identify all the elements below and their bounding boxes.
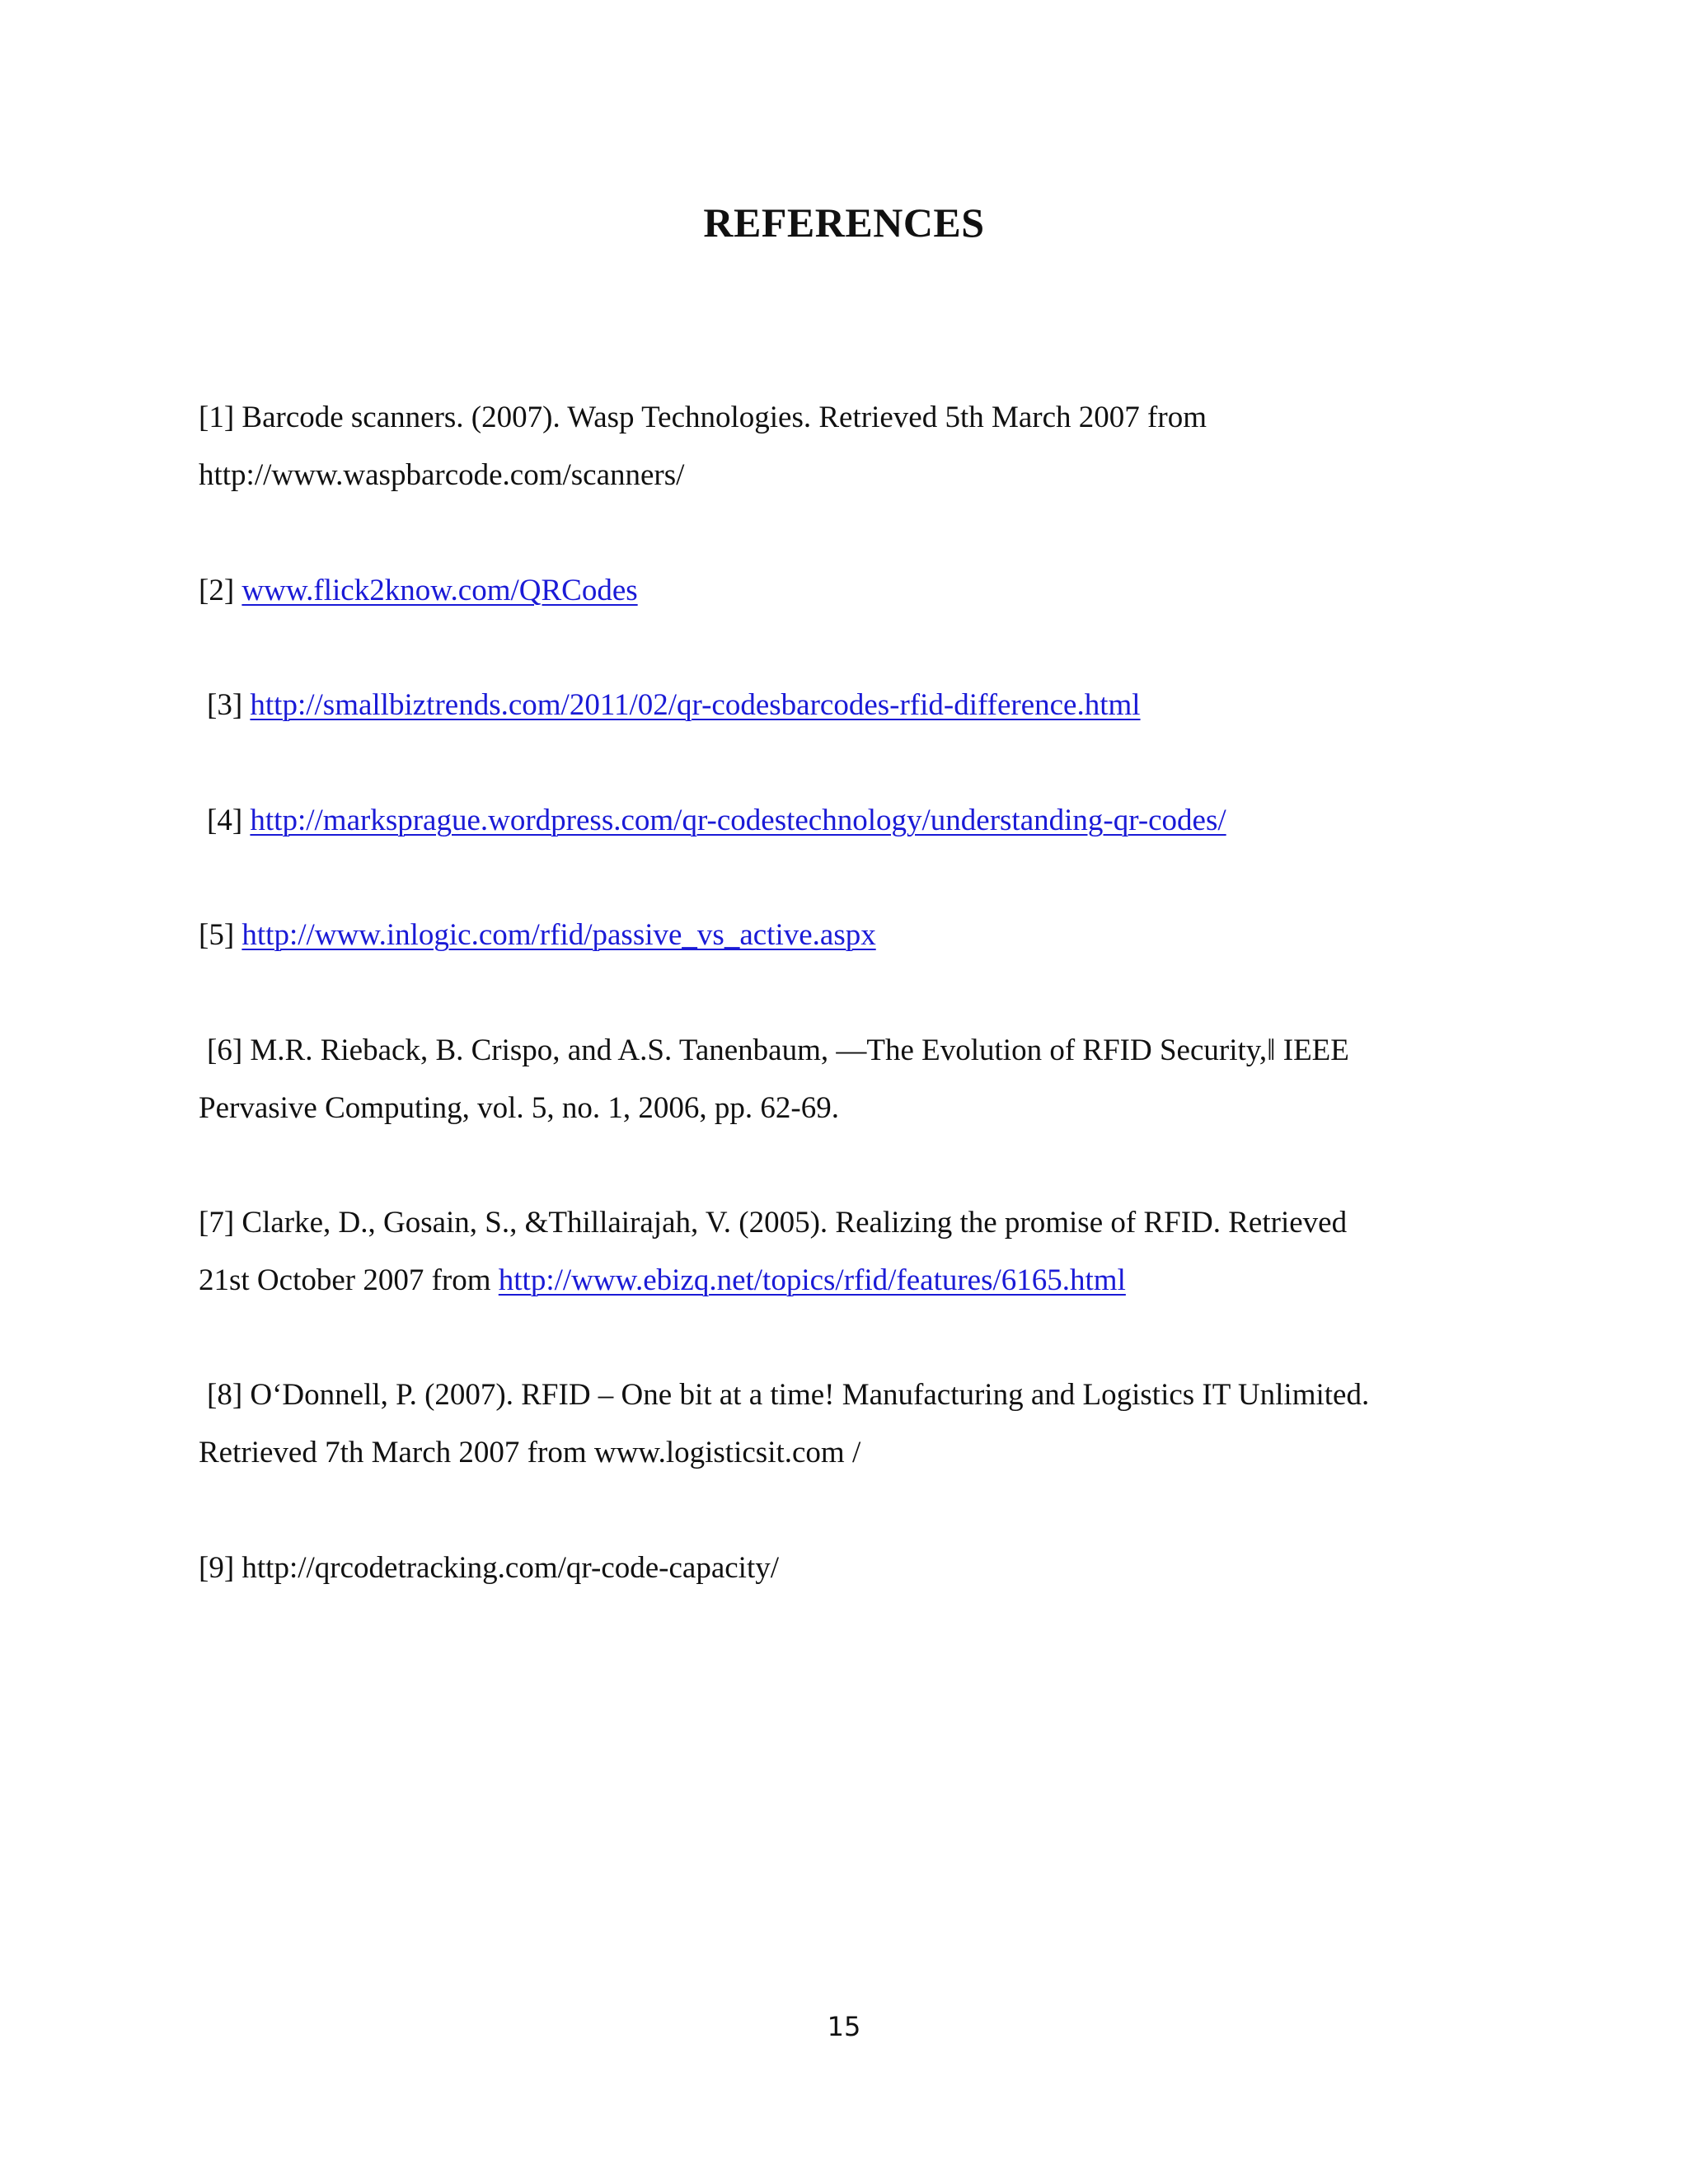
reference-3-line xyxy=(207,677,1501,734)
reference-2-link[interactable]: www.flick2know.com/QRCodes xyxy=(241,574,638,607)
reference-9-line: [9] http://qrcodetracking.com/qr-code-capacity/ xyxy=(199,1551,780,1585)
reference-9 xyxy=(199,1540,1493,1597)
reference-3 xyxy=(199,677,1501,734)
reference-4-link[interactable]: http://marksprague.wordpress.com/qr-codestechnology/understanding-qr-codes/ xyxy=(250,804,1226,837)
reference-7 xyxy=(199,1194,1493,1310)
reference-2 xyxy=(199,562,1493,620)
reference-4-number: [4] xyxy=(207,804,251,837)
reference-6 xyxy=(199,1022,1493,1137)
reference-7-line-2-text: 21st October 2007 from xyxy=(199,1263,499,1297)
reference-7-line-1: [7] Clarke, D., Gosain, S., &Thillairajah, V. (2005). Realizing the promise of RFID. Retrieved xyxy=(199,1206,1348,1240)
reference-7-line-2 xyxy=(199,1252,1493,1310)
reference-6-line-1: [6] M.R. Rieback, B. Crispo, and A.S. Tanenbaum, ―The Evolution of RFID Security,‖ IEEE xyxy=(207,1033,1349,1067)
page-number: 15 xyxy=(827,2011,861,2042)
reference-5-link[interactable]: http://www.inlogic.com/rfid/passive_vs_active.aspx xyxy=(241,918,876,952)
reference-5 xyxy=(199,907,1493,964)
page-title: REFERENCES xyxy=(703,199,985,246)
reference-6-line-2: Pervasive Computing, vol. 5, no. 1, 2006, pp. 62-69. xyxy=(199,1091,839,1125)
reference-7-link[interactable]: http://www.ebizq.net/topics/rfid/features/6165.html xyxy=(498,1263,1126,1297)
reference-5-number: [5] xyxy=(199,918,242,952)
reference-4-line xyxy=(207,792,1501,850)
reference-2-number: [2] xyxy=(199,574,242,607)
reference-4 xyxy=(199,792,1501,850)
reference-1-line-1: [1] Barcode scanners. (2007). Wasp Technologies. Retrieved 5th March 2007 from xyxy=(199,401,1207,434)
reference-1-line-2: http://www.waspbarcode.com/scanners/ xyxy=(199,458,685,492)
reference-8-line-2: Retrieved 7th March 2007 from www.logisticsit.com / xyxy=(199,1436,861,1469)
reference-3-number: [3] xyxy=(207,688,251,722)
reference-8 xyxy=(199,1366,1493,1482)
reference-8-line-1: [8] O‘Donnell, P. (2007). RFID – One bit at a time! Manufacturing and Logistics IT Unlimited. xyxy=(207,1378,1370,1412)
reference-1 xyxy=(199,389,1493,504)
reference-2-line xyxy=(199,562,1493,620)
reference-5-line xyxy=(199,907,1493,964)
reference-3-link[interactable]: http://smallbiztrends.com/2011/02/qr-codesbarcodes-rfid-difference.html xyxy=(250,688,1141,722)
